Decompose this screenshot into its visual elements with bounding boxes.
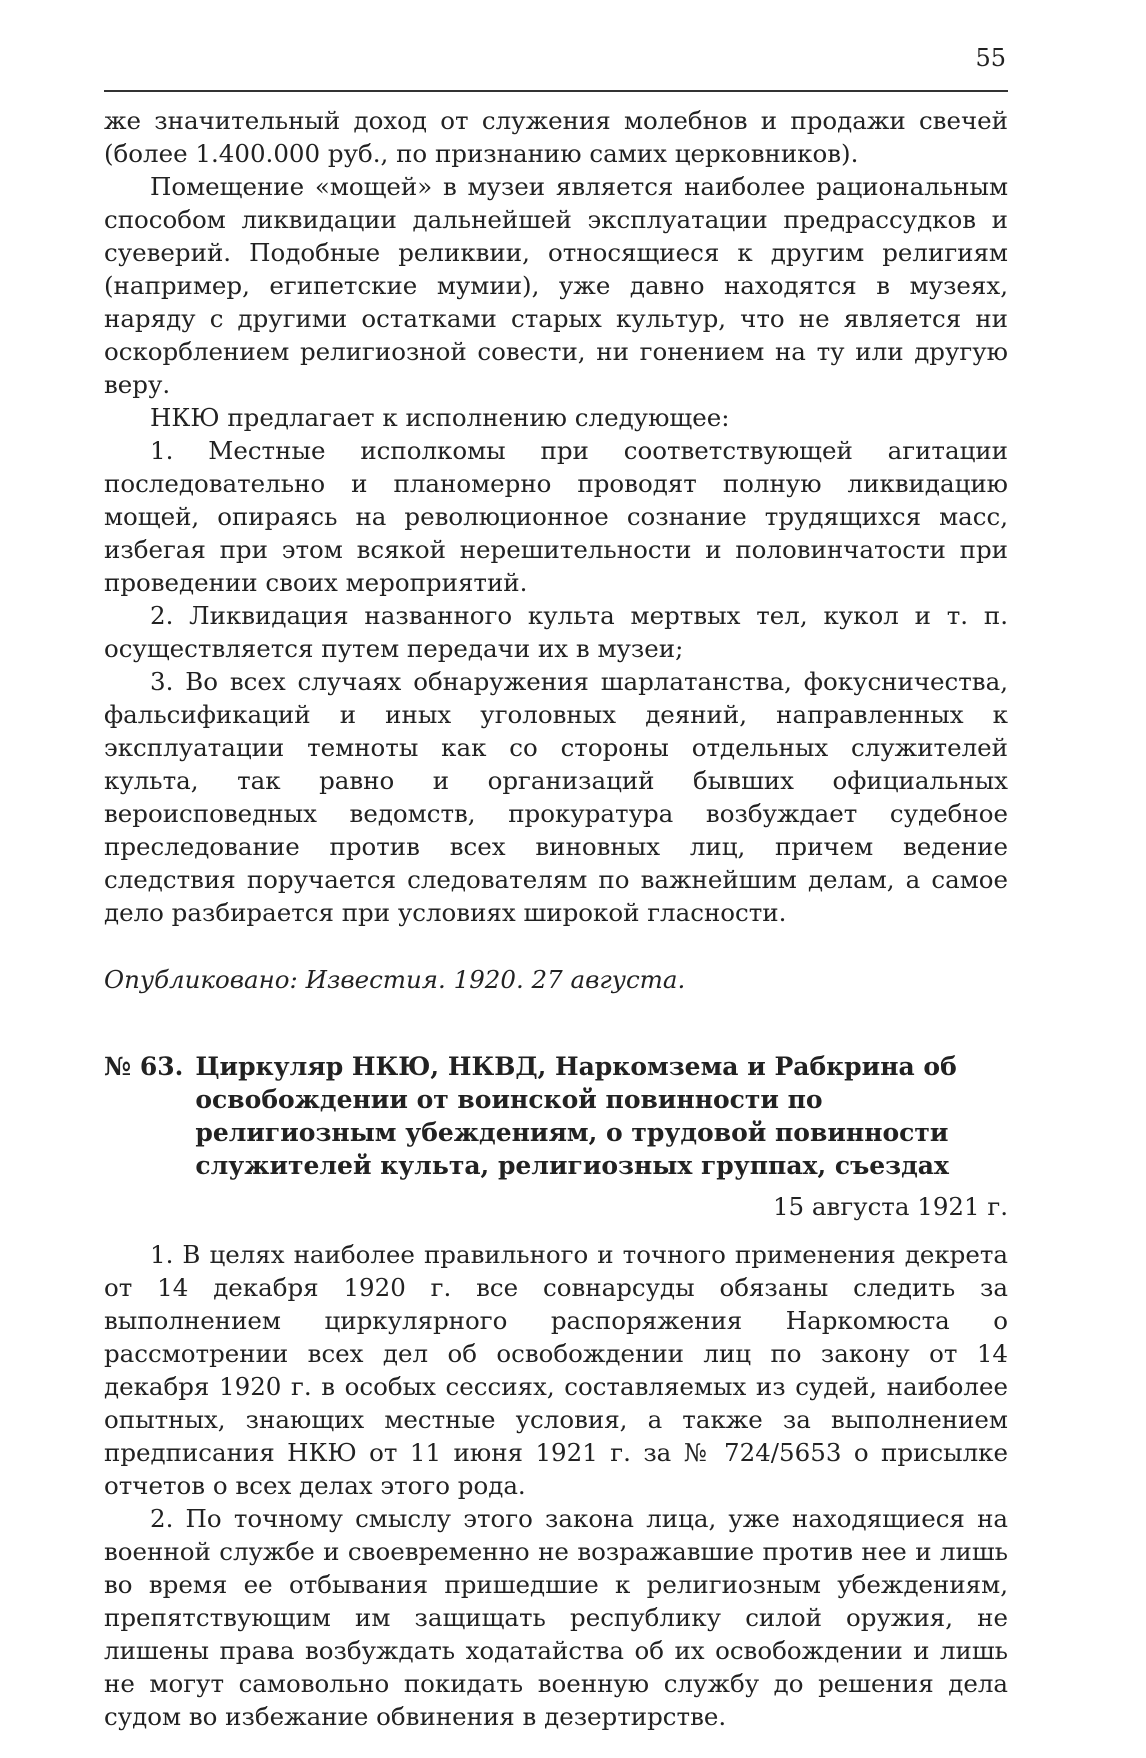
paragraph-relics-museums: Помещение «мощей» в музеи является наиболее рациональным способом ликвидации дальнейшей эксплуатации предрассудков и суеверий. Подобные реликвии, относящиеся к другим религиям (например, египетские мумии), уже давно находятся в музеях, наряду с другими остатками старых культур, что не является ни оскорблением религиозной совести, ни гонением на ту или другую веру. <box>104 172 1008 399</box>
document-heading <box>104 1050 1008 1182</box>
document-paragraph-1: 1. В целях наиболее правильного и точного применения декрета от 14 декабря 1920 г. все совнарсуды обязаны следить за выполнением циркулярного распоряжения Наркомюста о рассмотрении всех дел об освобождении лиц по закону от 14 декабря 1920 г. в особых сессиях, составляемых из судей, наиболее опытных, знающих местные условия, а также за выполнением предписания НКЮ от 11 июня 1921 г. за № 724/5653 о присылке отчетов о всех делах этого рода. <box>104 1240 1008 1500</box>
document-paragraph-2: 2. По точному смыслу этого закона лица, уже находящиеся на военной службе и своевременно не возражавшие против нее и лишь во время ее отбывания пришедшие к религиозным убеждениям, препятствующим им защищать республику силой оружия, не лишены права возбуждать ходатайства об их освобождении и лишь не могут самовольно покидать военную службу до решения дела судом во избежание обвинения в дезертирстве. <box>104 1504 1008 1731</box>
paragraph-proposal-intro: НКЮ предлагает к исполнению следующее: <box>150 403 730 432</box>
paragraph-continuation: же значительный доход от служения молебнов и продажи свечей (более 1.400.000 руб., по признанию самих церковников). <box>104 106 1008 168</box>
document-number: № 63. <box>104 1052 184 1081</box>
page-content <box>104 104 1008 1733</box>
header-rule <box>104 90 1008 92</box>
document-date: 15 августа 1921 г. <box>772 1192 1008 1221</box>
publication-source: Опубликовано: Известия. 1920. 27 августа. <box>104 965 686 994</box>
page-number: 55 <box>975 44 1006 72</box>
document-title: Циркуляр НКЮ, НКВД, Наркомзема и Рабкрина об освобождении от воинской повинности по религиозным убеждениям, о трудовой повинности служителей культа, религиозных группах, съездах <box>195 1052 957 1180</box>
paragraph-item-2: 2. Ликвидация названного культа мертвых тел, кукол и т. п. осуществляется путем передачи их в музеи; <box>104 601 1008 663</box>
paragraph-item-1: 1. Местные исполкомы при соответствующей агитации последовательно и планомерно проводят полную ликвидацию мощей, опираясь на революционное сознание трудящихся масс, избегая при этом всякой нерешительности и половинчатости при проведении своих мероприятий. <box>104 436 1008 597</box>
paragraph-item-3: 3. Во всех случаях обнаружения шарлатанства, фокусничества, фальсификаций и иных уголовных деяний, направленных к эксплуатации темноты как со стороны отдельных служителей культа, так равно и организаций бывших официальных вероисповедных ведомств, прокуратура возбуждает судебное преследование против всех виновных лиц, причем ведение следствия поручается следователям по важнейшим делам, а самое дело разбирается при условиях широкой гласности. <box>104 667 1008 927</box>
